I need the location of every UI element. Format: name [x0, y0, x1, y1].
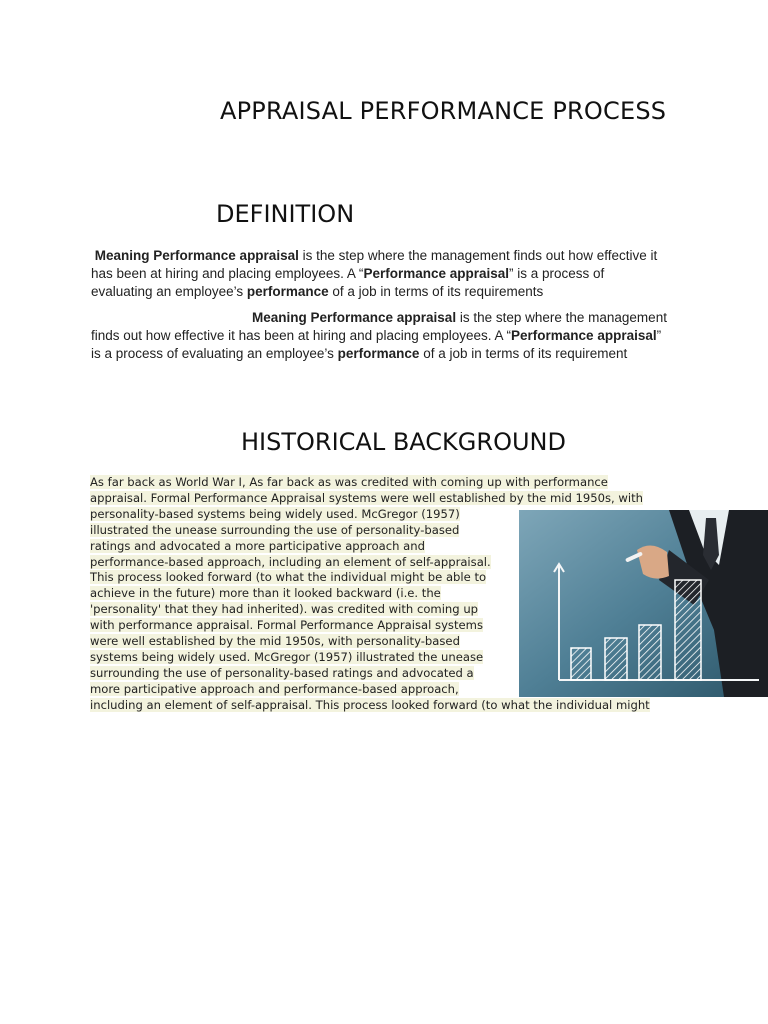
paragraph-line [90, 698, 680, 714]
text-run: of a job in terms of its requirement [419, 346, 628, 361]
highlighted-text: achieve in the future) more than it looked backward (i.e. the [90, 586, 441, 601]
highlighted-text: This process looked forward (to what the individual might be able to [90, 570, 487, 585]
text-line [91, 309, 691, 327]
highlighted-text: systems being widely used. McGregor (1957) illustrated the unease [90, 649, 484, 664]
bold-term: Meaning Performance appraisal [94, 248, 299, 263]
text-run: of a job in terms of its requirements [328, 284, 544, 299]
highlighted-text: were well established by the mid 1950s, with personality-based [90, 634, 460, 649]
text-run: ” [656, 328, 662, 343]
bold-term: Performance appraisal [511, 328, 657, 343]
text-run: is the step where the management finds out how effective it [298, 248, 658, 263]
paragraph-line [90, 491, 680, 507]
highlighted-text: As far back as World War I, As far back as was credited with coming up with performance [90, 475, 608, 489]
text-run: has been at hiring and placing employees. A “ [91, 266, 364, 281]
highlighted-text: illustrated the unease surrounding the use of personality-based [90, 522, 460, 537]
chart-bar-1 [571, 648, 591, 680]
highlighted-text: 'personality' that they had inherited). was credited with coming up [90, 602, 479, 617]
definition-paragraph-1 [91, 247, 691, 301]
text-run: evaluating an employee’s [91, 284, 247, 299]
photo-illustration [519, 510, 768, 697]
bold-term: Performance appraisal [363, 266, 510, 281]
businessman-bar-chart-photo [519, 510, 768, 697]
text-line [91, 265, 691, 283]
highlighted-text: ratings and advocated a more participative approach and [90, 538, 425, 553]
text-run: is a process of evaluating an employee’s [91, 346, 338, 361]
document-title: APPRAISAL PERFORMANCE PROCESS [220, 97, 667, 125]
bold-term: performance [337, 346, 420, 361]
historical-background-heading: HISTORICAL BACKGROUND [241, 428, 566, 456]
bold-term: performance [246, 284, 329, 299]
chart-bar-4 [675, 580, 701, 680]
highlighted-text: more participative approach and performance-based approach, [90, 681, 459, 696]
definition-paragraph-2 [91, 309, 691, 363]
highlighted-text: surrounding the use of personality-based ratings and advocated a [90, 665, 474, 680]
highlighted-text: including an element of self-appraisal. This process looked forward (to what the individual might [90, 697, 650, 712]
text-run: ” is a process of [509, 266, 605, 281]
highlighted-text: performance-based approach, including an element of self-appraisal. [90, 554, 491, 569]
bold-term: Meaning Performance appraisal [252, 310, 457, 325]
text-run: is the step where the management [456, 310, 667, 325]
highlighted-text: personality-based systems being widely used. McGregor (1957) [90, 506, 460, 521]
text-line [91, 283, 691, 301]
text-line [91, 247, 691, 265]
chart-bar-3 [639, 625, 661, 680]
text-line [91, 345, 691, 363]
definition-heading: DEFINITION [216, 200, 355, 228]
chart-bar-2 [605, 638, 627, 680]
highlighted-text: with performance appraisal. Formal Performance Appraisal systems [90, 618, 483, 633]
text-line [91, 327, 691, 345]
paragraph-line [90, 475, 680, 491]
text-run: finds out how effective it has been at hiring and placing employees. A “ [91, 328, 512, 343]
highlighted-text: appraisal. Formal Performance Appraisal systems were well established by the mid 1950s, with [90, 490, 644, 505]
